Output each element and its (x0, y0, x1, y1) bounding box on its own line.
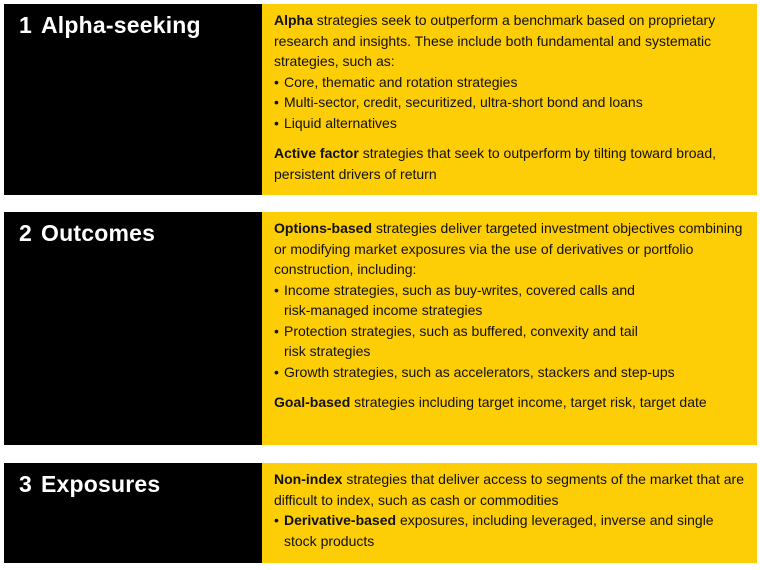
bullet-icon: • (274, 363, 279, 380)
closing-paragraph (274, 392, 747, 413)
category-label (4, 4, 262, 195)
bullet-icon: • (274, 114, 279, 131)
bullet-icon: • (274, 73, 279, 90)
category-row-outcomes (4, 212, 757, 445)
category-number: 2 (19, 220, 32, 246)
list-item-continuation: risk strategies (284, 343, 371, 359)
intro-bold: Options-based (274, 220, 373, 236)
intro-text: strategies deliver targeted investment objectives combining or modifying market exposures via the use of derivatives or portfolio construction, including: (274, 220, 743, 277)
category-description (262, 212, 757, 445)
intro-paragraph (274, 469, 747, 510)
list-item (274, 510, 747, 551)
closing-text: strategies including target income, target risk, target date (350, 394, 707, 410)
bullet-icon: • (274, 281, 279, 298)
category-label (4, 463, 262, 563)
list-item-continuation: risk-managed income strategies (284, 302, 483, 318)
category-label (4, 212, 262, 445)
category-number: 3 (19, 471, 32, 497)
list-item: • Income strategies, such as buy-writes, covered calls and (274, 280, 747, 301)
category-title: Alpha-seeking (41, 12, 201, 38)
list-item: • Growth strategies, such as accelerators, stackers and step-ups (274, 362, 747, 383)
closing-bold: Goal-based (274, 394, 351, 410)
category-row-exposures (4, 463, 757, 563)
intro-text: strategies that deliver access to segments of the market that are difficult to index, such as cash or commodities (274, 471, 744, 508)
list-item: • Liquid alternatives (274, 113, 747, 134)
closing-bold: Active factor (274, 145, 359, 161)
closing-paragraph (274, 143, 747, 184)
intro-paragraph (274, 10, 747, 72)
intro-text: strategies seek to outperform a benchmark based on proprietary research and insights. These include both fundamental and systematic strategies, such as: (274, 12, 716, 69)
intro-bold: Alpha (274, 12, 313, 28)
bullet-icon: • (274, 512, 279, 528)
bullet-icon: • (274, 322, 279, 339)
intro-paragraph (274, 218, 747, 280)
bullet-icon: • (274, 94, 279, 110)
intro-bold: Non-index (274, 471, 343, 487)
list-item: • Protection strategies, such as buffered, convexity and tail (274, 321, 747, 342)
category-row-alpha-seeking (4, 4, 757, 195)
list-item: • Core, thematic and rotation strategies (274, 72, 747, 93)
closing-text: strategies that seek to outperform by tilting toward broad, persistent drivers of return (274, 145, 716, 182)
category-description (262, 463, 757, 563)
category-title: Exposures (41, 471, 161, 497)
bullet-text: exposures, including leveraged, inverse and single stock products (284, 512, 714, 549)
bullet-bold: Derivative-based (284, 512, 397, 528)
category-number: 1 (19, 12, 32, 38)
category-description (262, 4, 757, 195)
list-item: • Multi-sector, credit, securitized, ultra-short bond and loans (274, 92, 747, 113)
category-title: Outcomes (41, 220, 156, 246)
